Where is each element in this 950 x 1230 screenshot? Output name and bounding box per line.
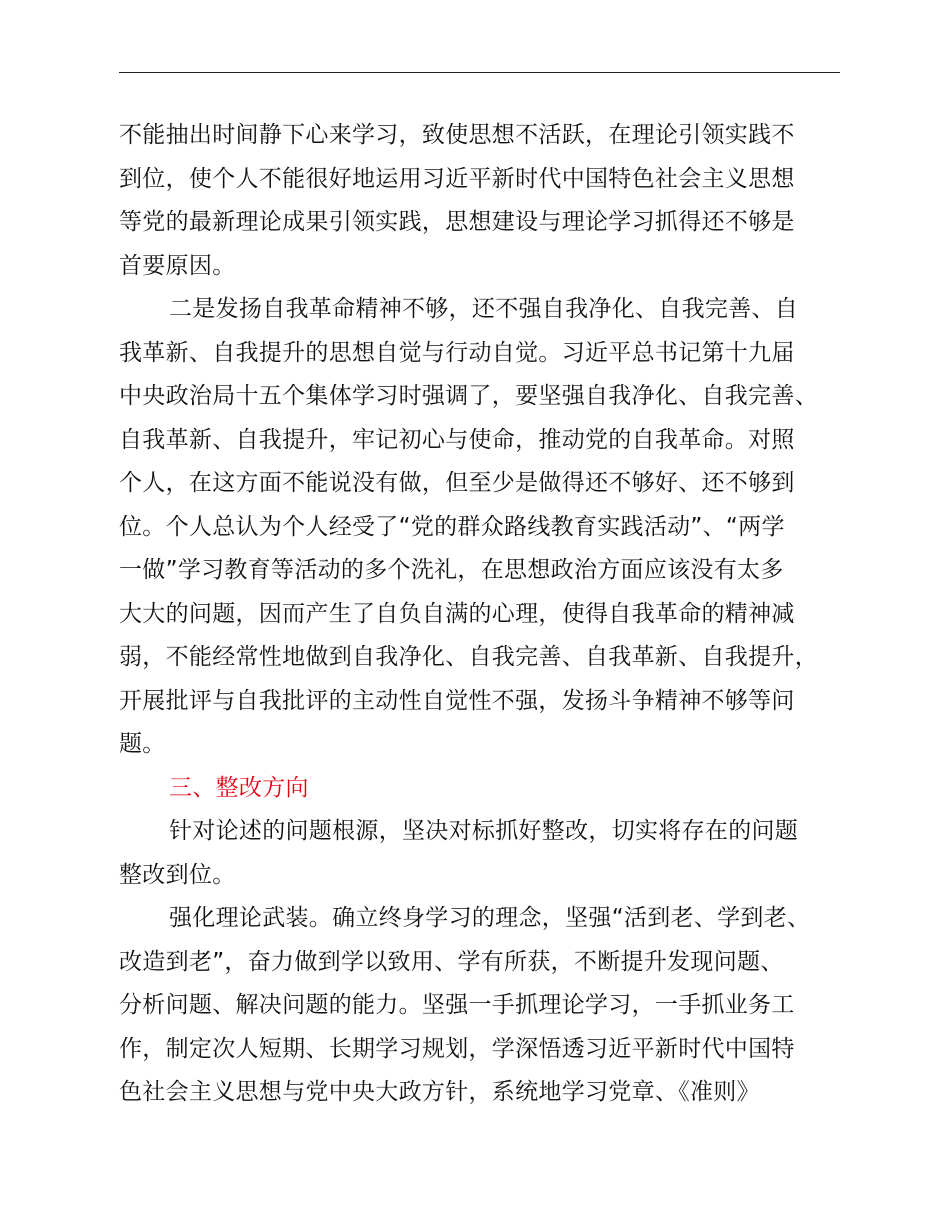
section-heading: 三、整改方向 <box>169 774 309 801</box>
text-line: 我革新、自我提升的思想自觉与行动自觉。习近平总书记第十九届 <box>119 339 795 366</box>
text-line: 分析问题、解决问题的能力。坚强一手抓理论学习，一手抓业务工 <box>119 992 795 1018</box>
text-line: 改造到老”，奋力做到学以致用、学有所获，不断提升发现问题、 <box>119 948 784 975</box>
text-line: 个人，在这方面不能说没有做，但至少是做得还不够好、还不够到 <box>119 470 795 496</box>
text-line: 作，制定次人短期、长期学习规划，学深悟透习近平新时代中国特 <box>119 1035 795 1062</box>
text-line: 不能抽出时间静下心来学习，致使思想不活跃，在理论引领实践不 <box>119 122 795 148</box>
paragraph-start-line: 针对论述的问题根源，坚决对标抓好整改，切实将存在的问题 <box>169 818 799 844</box>
text-line: 大大的问题，因而产生了自负自满的心理，使得自我革命的精神减 <box>119 600 795 627</box>
text-line: 到位，使个人不能很好地运用习近平新时代中国特色社会主义思想 <box>119 165 795 192</box>
document-body <box>119 114 859 1115</box>
text-line: 整改到位。 <box>119 861 236 888</box>
paragraph-start-line: 二是发扬自我革命精神不够，还不强自我净化、自我完善、自 <box>169 296 799 322</box>
text-line: 位。个人总认为个人经受了“党的群众路线教育实践活动”、“两学 <box>119 513 785 540</box>
text-line: 中央政治局十五个集体学习时强调了，要坚强自我净化、自我完善、 <box>119 383 818 409</box>
text-line: 题。 <box>119 731 166 757</box>
paragraph-start-line: 强化理论武装。确立终身学习的理念，坚强“活到老、学到老、 <box>169 905 811 931</box>
text-line: 色社会主义思想与党中央大政方针，系统地学习党章、《准则》 <box>119 1079 760 1105</box>
text-line: 自我革新、自我提升，牢记初心与使命，推动党的自我革命。对照 <box>119 426 795 453</box>
text-line: 弱，不能经常性地做到自我净化、自我完善、自我革新、自我提升， <box>119 644 818 670</box>
header-rule <box>119 72 840 73</box>
text-line: 首要原因。 <box>119 252 236 279</box>
text-line: 等党的最新理论成果引领实践，思想建设与理论学习抓得还不够是 <box>119 209 795 235</box>
text-line: 一做”学习教育等活动的多个洗礼，在思想政治方面应该没有太多 <box>119 557 784 583</box>
text-line: 开展批评与自我批评的主动性自觉性不强，发扬斗争精神不够等问 <box>119 687 795 714</box>
